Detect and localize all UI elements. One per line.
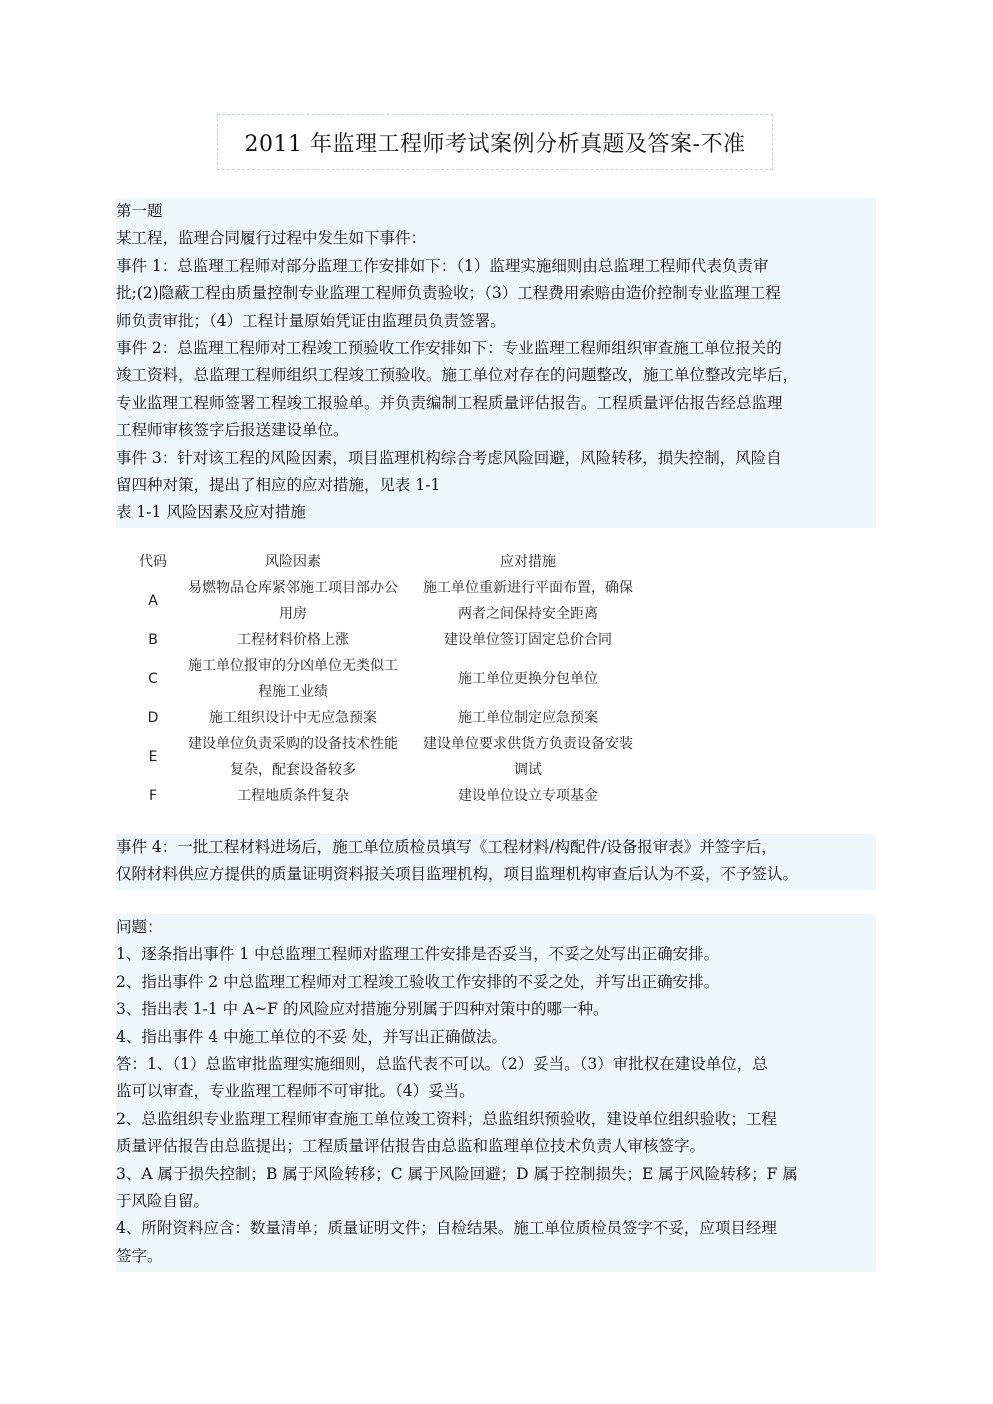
document-title: 2011 年监理工程师考试案例分析真题及答案-不准 — [217, 114, 773, 170]
row-factor: 施工组织设计中无应急预案 — [209, 710, 377, 726]
header-code: 代码 — [139, 554, 167, 570]
text-line: 第一题 — [116, 202, 163, 220]
table-row — [128, 653, 648, 679]
text-line: 2、总监组织专业监理工程师审查施工单位竣工资料；总监组织预验收，建设单位组织验收；工程 — [116, 1109, 777, 1128]
text-line: 签字。 — [116, 1246, 163, 1265]
text-line: 事件 3：针对该工程的风险因素，项目监理机构综合考虑风险回避，风险转移，损失控制，风险自 — [116, 448, 782, 467]
table-caption: 表 1-1 风险因素及应对措施 — [116, 503, 306, 522]
header-measure: 应对措施 — [500, 554, 556, 570]
row-factor: 易燃物品仓库紧邻施工项目部办公 — [188, 580, 398, 596]
row-measure: 建设单位要求供货方负责设备安装 — [423, 736, 633, 752]
row-code: A — [148, 593, 158, 609]
question-intro-block — [116, 198, 876, 528]
row-code: E — [148, 749, 158, 765]
questions-answers-block — [116, 914, 876, 1272]
text-line: 留四种对策，提出了相应的应对措施，见表 1-1 — [116, 476, 441, 495]
text-line: 事件 2：总监理工程师对工程竣工预验收工作安排如下：专业监理工程师组织审查施工单位报关的 — [116, 339, 782, 358]
text-line: 事件 1：总监理工程师对部分监理工作安排如下：（1）监理实施细则由总监理工程师代表负责审 — [116, 256, 769, 275]
text-line: 工程师审核签字后报送建设单位。 — [116, 421, 349, 440]
row-factor: 工程材料价格上涨 — [237, 632, 349, 648]
row-code: C — [148, 671, 158, 687]
text-line: 1、逐条指出事件 1 中总监理工程师对监理工件安排是否妥当，不妥之处写出正确安排。 — [116, 945, 720, 964]
text-line: 质量评估报告由总监提出；工程质量评估报告由总监和监理单位技术负责人审核签字。 — [116, 1137, 706, 1156]
row-measure: 两者之间保持安全距离 — [458, 606, 598, 622]
row-measure: 施工单位重新进行平面布置，确保 — [423, 580, 633, 596]
text-line: 4、所附资料应含：数量清单；质量证明文件；自检结果。施工单位质检员签字不妥，应项目经理 — [116, 1219, 777, 1238]
text-line: 师负责审批；（4）工程计量原始凭证由监理员负责签署。 — [116, 311, 506, 330]
table-row-continued — [128, 601, 648, 627]
event-4-block — [116, 834, 876, 890]
row-code: F — [148, 788, 158, 804]
table-row-continued — [128, 757, 648, 783]
text-line: 事件 4：一批工程材料进场后，施工单位质检员填写《工程材料/构配件/设备报审表》并签字后， — [116, 838, 777, 856]
table-row — [128, 783, 648, 809]
table-row — [128, 705, 648, 731]
text-line: 答：1、（1）总监审批监理实施细则，总监代表不可以。（2）妥当。（3）审批权在建设单位，总 — [116, 1055, 768, 1074]
row-measure: 施工单位更换分包单位 — [458, 671, 598, 687]
text-line: 于风险自留。 — [116, 1192, 210, 1211]
text-line: 竣工资料，总监理工程师组织工程竣工预验收。施工单位对存在的问题整改，施工单位整改完毕后， — [116, 366, 799, 385]
text-line: 某工程，监理合同履行过程中发生如下事件： — [116, 229, 427, 248]
text-line: 4、指出事件 4 中施工单位的不妥 处，并写出正确做法。 — [116, 1027, 508, 1046]
row-code: B — [148, 632, 158, 648]
header-factor: 风险因素 — [265, 554, 321, 570]
row-factor: 用房 — [279, 606, 307, 622]
risk-table — [128, 549, 648, 809]
table-row — [128, 575, 648, 601]
row-factor: 工程地质条件复杂 — [237, 788, 349, 804]
text-line: 3、A 属于损失控制；B 属于风险转移；C 属于风险回避；D 属于控制损失；E 属于风险转移；F 属 — [116, 1164, 798, 1183]
text-line: 仅附材料供应方提供的质量证明资料报关项目监理机构，项目监理机构审查后认为不妥，不予签认。 — [116, 865, 799, 884]
row-measure: 施工单位制定应急预案 — [458, 710, 598, 726]
text-line: 专业监理工程师签署工程竣工报验单。并负责编制工程质量评估报告。工程质量评估报告经总监理 — [116, 393, 783, 412]
row-factor: 建设单位负责采购的设备技术性能 — [188, 736, 398, 752]
text-line: 3、指出表 1-1 中 A~F 的风险应对措施分别属于四种对策中的哪一种。 — [116, 1000, 609, 1019]
row-factor: 施工单位报审的分凶单位无类似工 — [188, 658, 398, 674]
text-line: 2、指出事件 2 中总监理工程师对工程竣工验收工作安排的不妥之处，并写出正确安排。 — [116, 972, 720, 991]
row-measure: 调试 — [514, 762, 542, 778]
table-row — [128, 731, 648, 757]
text-line: 批;(2)隐蔽工程由质量控制专业监理工程师负责验收；（3）工程费用索赔由造价控制专业监理工程 — [116, 284, 781, 303]
text-line: 问题： — [116, 918, 163, 936]
table-header-row — [128, 549, 648, 575]
row-measure: 建设单位签订固定总价合同 — [444, 632, 612, 648]
text-line: 监可以审查，专业监理工程师不可审批。（4）妥当。 — [116, 1082, 475, 1101]
row-measure: 建设单位设立专项基金 — [458, 788, 598, 804]
row-factor: 复杂，配套设备较多 — [230, 762, 356, 778]
row-code: D — [147, 710, 159, 726]
table-row — [128, 627, 648, 653]
row-factor: 程施工业绩 — [258, 684, 328, 700]
